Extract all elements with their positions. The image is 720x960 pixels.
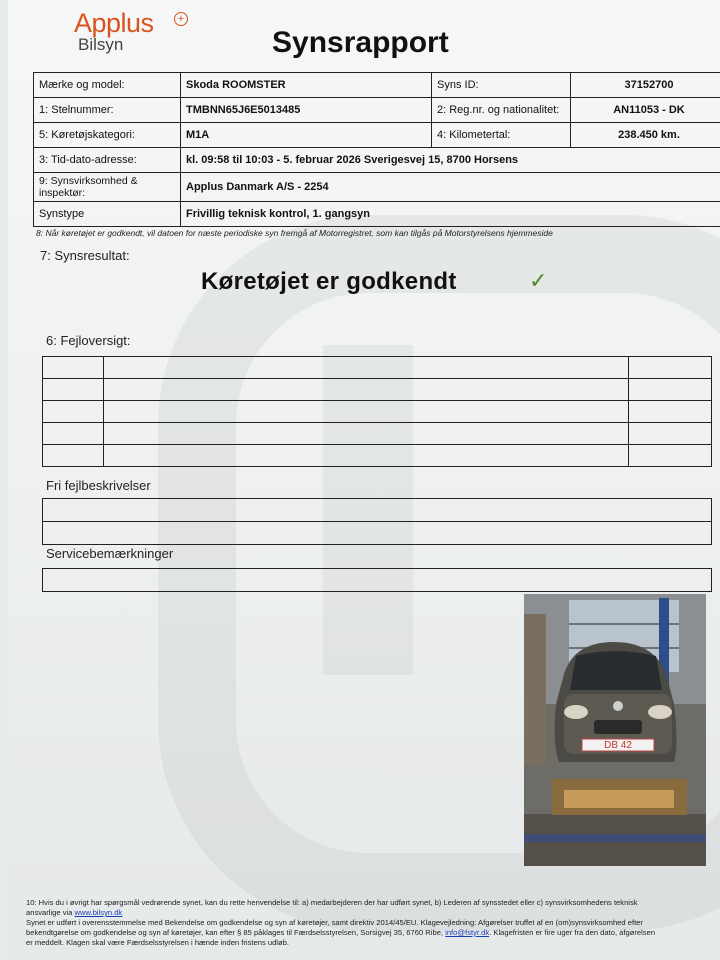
logo-sub: Bilsyn — [78, 35, 124, 54]
vehicle-photo — [524, 594, 706, 866]
result-label: 7: Synsresultat: — [40, 248, 130, 263]
faults-label: 6: Fejloversigt: — [46, 333, 131, 348]
footer-line-2-text: ansvarlige via — [26, 908, 75, 917]
table-row — [34, 148, 720, 173]
category-label: 5: Køretøjskategori: — [34, 123, 181, 148]
time-label: 3: Tid-dato-adresse: — [34, 148, 181, 173]
table-row — [43, 357, 712, 379]
vehicle-info-table — [33, 72, 720, 227]
vin-label: 1: Stelnummer: — [34, 98, 181, 123]
footer-line-4-text: bekendtgørelse om godkendelse og syn af køretøjer, kan efter § 85 påklages til Færdselsstyrelsen, Sorsigvej 35, 6760 Ribe, — [26, 928, 446, 937]
table-row — [43, 401, 712, 423]
logo-brand: Applus — [74, 8, 154, 38]
service-remarks-label: Servicebemærkninger — [46, 546, 174, 561]
fault-overview-table — [42, 356, 712, 467]
km-value: 238.450 km. — [571, 123, 720, 148]
footer-line-2 — [26, 908, 718, 918]
table-row — [34, 98, 720, 123]
reg-label: 2: Reg.nr. og nationalitet: — [432, 98, 571, 123]
free-description-box-1 — [42, 498, 712, 522]
applus-logo — [74, 8, 185, 55]
registry-note: 8: Når køretøjet er godkendt, vil datoen for næste periodiske syn fremgå af Motorregistret, som kan tilgås på Motorstyrelsens hjemmeside — [36, 228, 553, 238]
footer-text — [26, 898, 718, 948]
footer-line-3: Synet er udført i overensstemmelse med Bekendelse om godkendelse og syn af køretøjer, samt direktiv 2014/45/EU. Klagevejledning: Afgørelser truffet af en (om)synsvirksomhed efter — [26, 918, 643, 927]
free-description-box-2 — [42, 521, 712, 545]
table-row — [43, 423, 712, 445]
km-label: 4: Kilometertal: — [432, 123, 571, 148]
fstyr-email-link[interactable]: info@fstyr.dk — [445, 928, 490, 937]
synsid-value: 37152700 — [571, 73, 720, 98]
table-row — [34, 202, 720, 227]
footer-line-4 — [26, 928, 718, 938]
footer-line-1: 10: Hvis du i øvrigt har spørgsmål vedrørende synet, kan du rette henvendelse til: a) medarbejderen der har udført synet, b) Lederen af synsstedet eller c) synsvirksomhedens teknisk — [26, 898, 638, 907]
service-remarks-box — [42, 568, 712, 592]
table-row — [43, 445, 712, 467]
free-description-label: Fri fejlbeskrivelser — [46, 478, 151, 493]
company-value: Applus Danmark A/S - 2254 — [181, 173, 720, 202]
logo-plus-icon: + — [174, 12, 188, 26]
page-title: Synsrapport — [272, 26, 449, 59]
time-value: kl. 09:58 til 10:03 - 5. februar 2026 Sverigesvej 15, 8700 Horsens — [181, 148, 720, 173]
table-row — [34, 73, 720, 98]
table-row — [34, 173, 720, 202]
make-label: Mærke og model: — [34, 73, 181, 98]
table-row — [34, 123, 720, 148]
category-value: M1A — [181, 123, 432, 148]
type-label: Synstype — [34, 202, 181, 227]
reg-value: AN11053 - DK — [571, 98, 720, 123]
footer-line-4-end: . Klagefristen er fire uger fra den dato, afgørelsen — [489, 928, 656, 937]
vin-value: TMBNN65J6E5013485 — [181, 98, 432, 123]
make-value: Skoda ROOMSTER — [181, 73, 432, 98]
footer-line-5: er meddelt. Klagen skal være Færdselsstyrelsen i hænde inden fristens udløb. — [26, 938, 289, 947]
type-value: Frivillig teknisk kontrol, 1. gangsyn — [181, 202, 720, 227]
report-page — [8, 0, 720, 960]
checkmark-icon: ✓ — [529, 268, 548, 293]
license-plate: DB 42 — [604, 740, 632, 751]
table-row — [43, 379, 712, 401]
bilsyn-link[interactable]: www.bilsyn.dk — [74, 908, 123, 917]
synsid-label: Syns ID: — [432, 73, 571, 98]
company-label: 9: Synsvirksomhed & inspektør: — [34, 173, 181, 202]
result-text: Køretøjet er godkendt — [201, 268, 457, 295]
